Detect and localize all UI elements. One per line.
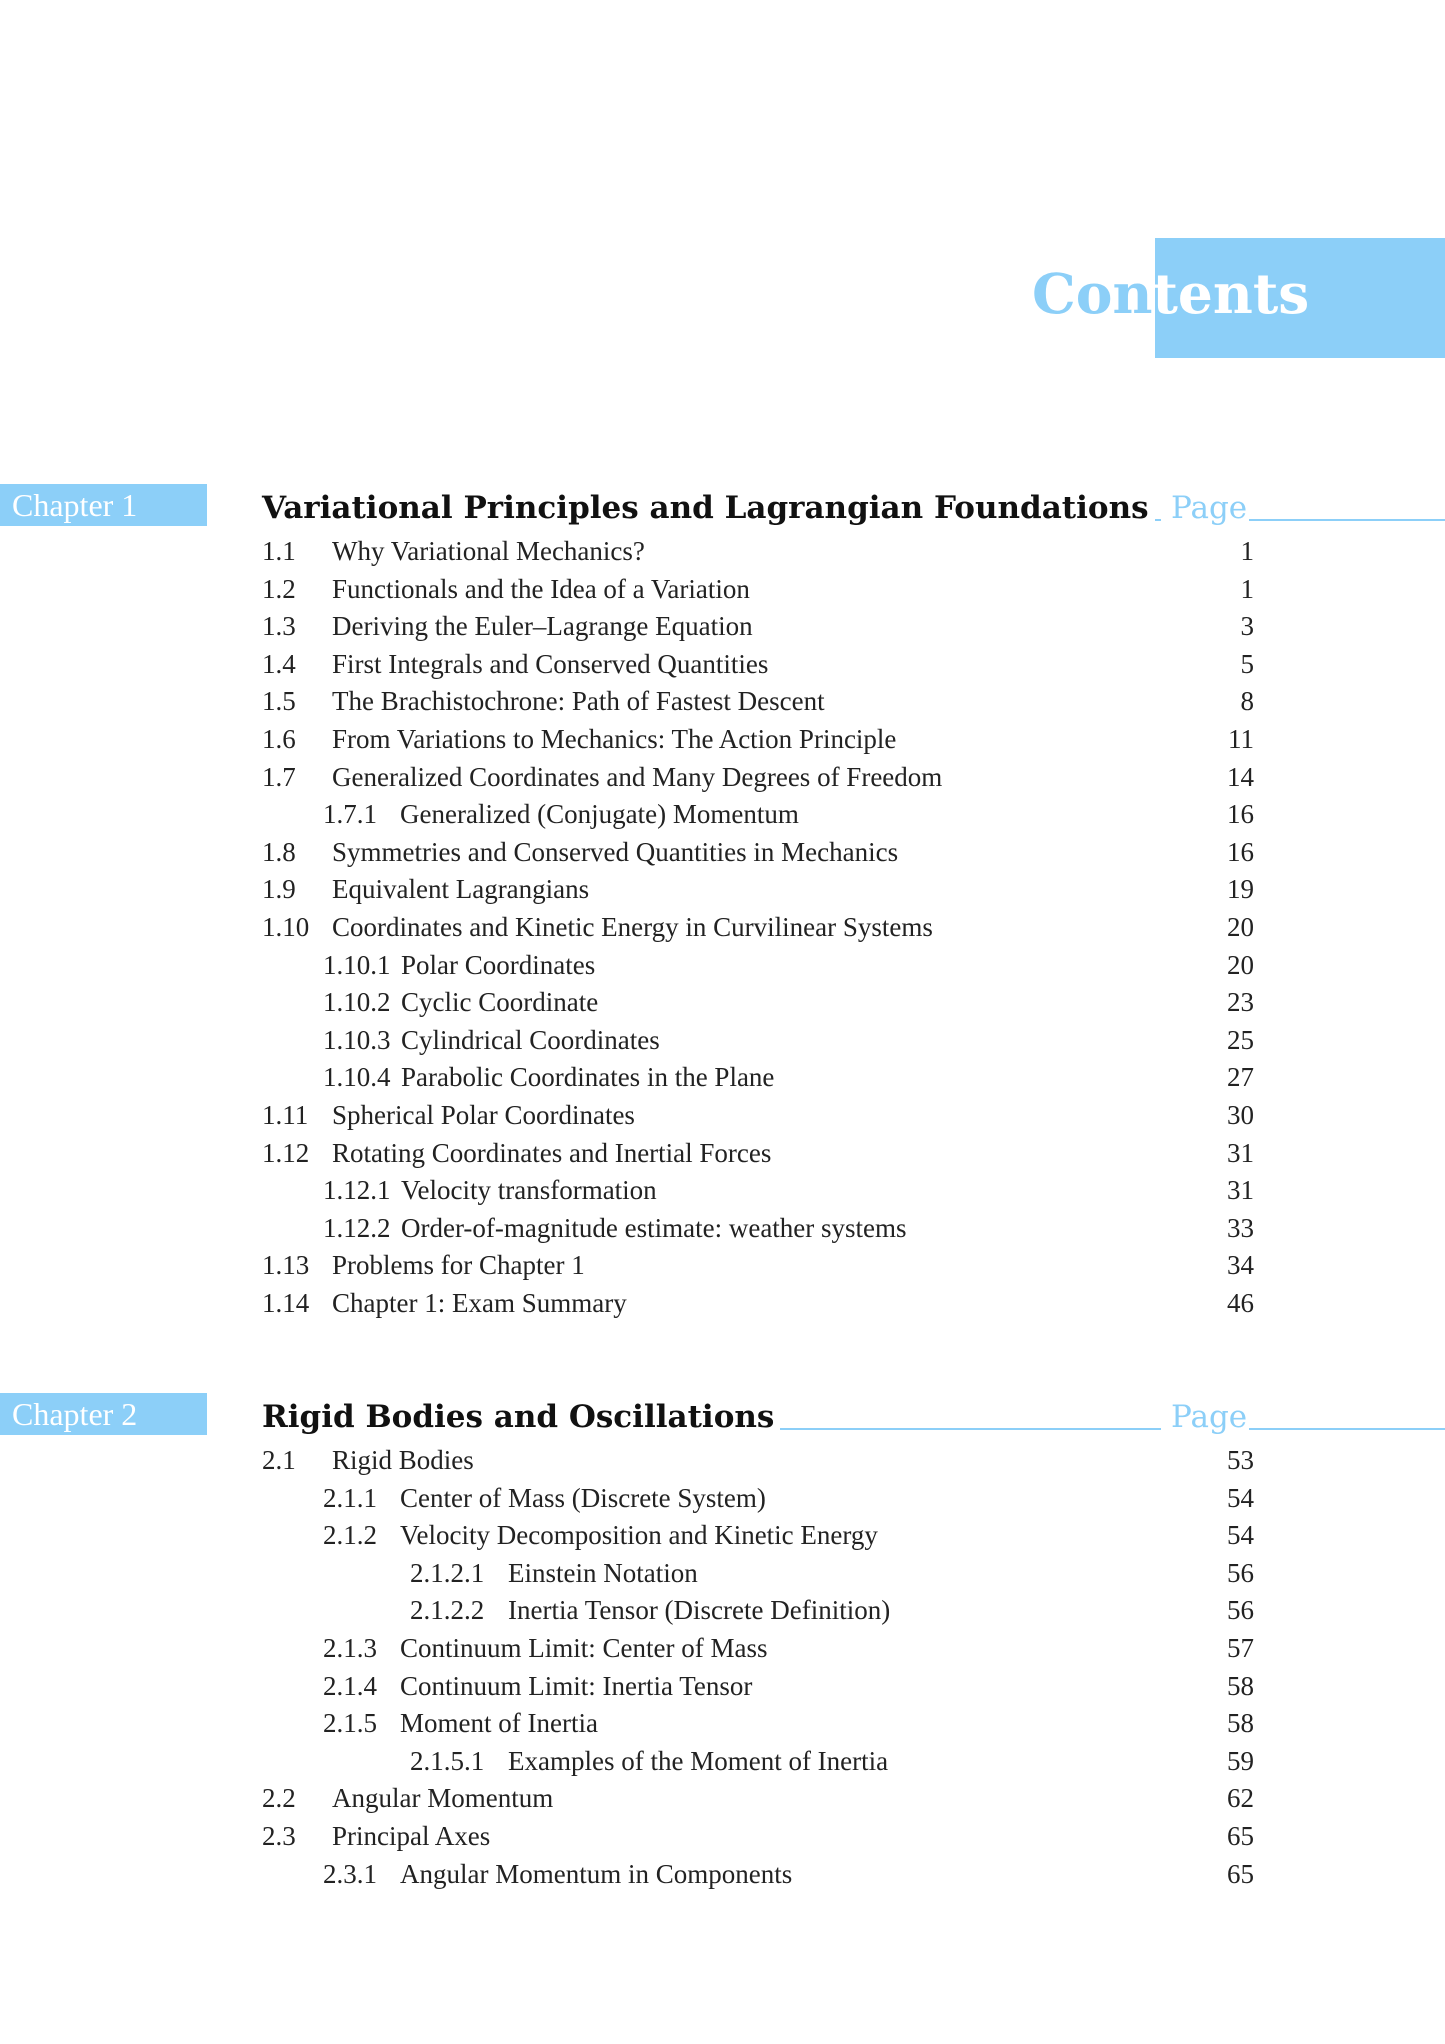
toc-entry-title: Functionals and the Idea of a Variation (332, 573, 750, 604)
toc-entry-number: 2.1.5 (323, 1708, 377, 1739)
toc-entry[interactable] (262, 1247, 1254, 1285)
toc-entry-title: The Brachistochrone: Path of Fastest Descent (332, 686, 825, 717)
toc-entry-page: 14 (1227, 761, 1254, 792)
toc-entry-number: 1.7.1 (323, 799, 377, 830)
toc-entry-number: 1.8 (262, 836, 296, 867)
toc-entry[interactable] (262, 1480, 1254, 1518)
toc-entry-page: 27 (1227, 1062, 1254, 1093)
toc-entry-page: 16 (1227, 836, 1254, 867)
toc-entry[interactable] (262, 1592, 1254, 1630)
toc-entry-title: Why Variational Mechanics? (332, 536, 645, 566)
toc-entry-title: Generalized (Conjugate) Momentum (400, 799, 799, 830)
toc-entry-page: 20 (1227, 949, 1254, 980)
toc-entry[interactable] (262, 1059, 1254, 1097)
toc-entry[interactable] (262, 1668, 1254, 1706)
toc-entry-number: 2.3.1 (323, 1858, 377, 1889)
toc-entry-title: Chapter 1: Exam Summary (332, 1287, 627, 1318)
toc-entry-title: Rotating Coordinates and Inertial Forces (332, 1137, 772, 1168)
toc-entry-title: From Variations to Mechanics: The Action Principle (332, 723, 897, 754)
toc-entry-number: 1.5 (262, 686, 296, 717)
toc-entry-number: 2.1.2.2 (410, 1595, 485, 1626)
chapter-1-tab: Chapter 1 (0, 484, 207, 526)
toc-entry-number: 2.1.2 (323, 1520, 377, 1551)
toc-entry-number: 1.12.2 (323, 1212, 391, 1243)
toc-entry-number: 1.4 (262, 648, 296, 679)
toc-entry-page: 31 (1227, 1137, 1254, 1168)
toc-entry-title: Continuum Limit: Inertia Tensor (400, 1670, 753, 1701)
toc-entry[interactable] (262, 1285, 1254, 1323)
toc-entry-title: Spherical Polar Coordinates (332, 1099, 635, 1130)
toc-entry[interactable] (262, 721, 1254, 759)
toc-entry-title: Cyclic Coordinate (401, 987, 599, 1018)
toc-entry[interactable] (262, 871, 1254, 909)
toc-entry-number: 1.10 (262, 911, 310, 942)
toc-entry[interactable] (262, 1172, 1254, 1210)
toc-entry-title: Equivalent Lagrangians (332, 874, 590, 905)
chapter-2-heading-rule (772, 1428, 1445, 1430)
toc-entry[interactable] (262, 1210, 1254, 1248)
toc-entry-page: 25 (1227, 1024, 1254, 1055)
toc-entry-number: 2.1.4 (323, 1670, 377, 1701)
toc-entry[interactable] (262, 646, 1254, 684)
toc-entry-number: 1.10.3 (323, 1024, 391, 1055)
toc-entry[interactable] (262, 1856, 1254, 1894)
chapter-1-page-label: Page (1161, 484, 1249, 532)
toc-entry-page: 54 (1227, 1520, 1254, 1551)
toc-entry[interactable] (262, 1743, 1254, 1781)
toc-entry[interactable] (262, 683, 1254, 721)
toc-entry-number: 2.1.2.1 (410, 1557, 485, 1588)
toc-entry-number: 2.1.5.1 (410, 1745, 485, 1776)
toc-entry-number: 1.7 (262, 761, 296, 792)
toc-entry-page: 65 (1227, 1858, 1254, 1889)
toc-entry-page: 34 (1227, 1250, 1254, 1281)
toc-entry-title: Coordinates and Kinetic Energy in Curvilinear Systems (332, 911, 933, 942)
toc-entry[interactable] (262, 571, 1254, 609)
toc-entry-page: 54 (1227, 1482, 1254, 1513)
toc-entry[interactable] (262, 759, 1254, 797)
toc-entry[interactable] (262, 1135, 1254, 1173)
toc-entry-number: 2.1 (262, 1445, 296, 1475)
toc-entry[interactable] (262, 1517, 1254, 1555)
chapter-2-heading (262, 1393, 1445, 1441)
toc-entry[interactable] (262, 834, 1254, 872)
toc-entry-number: 1.12 (262, 1137, 310, 1168)
toc-entry-page: 23 (1227, 987, 1254, 1018)
toc-entry-page: 57 (1227, 1632, 1254, 1663)
toc-entry[interactable] (262, 947, 1254, 985)
toc-entry[interactable] (262, 1780, 1254, 1818)
toc-entry-page: 16 (1227, 799, 1254, 830)
toc-entry-title: Angular Momentum in Components (400, 1858, 793, 1889)
toc-entry-page: 5 (1240, 648, 1254, 679)
toc-entry-page: 46 (1227, 1287, 1254, 1318)
toc-entry-page: 59 (1227, 1745, 1254, 1776)
chapter-1-heading (262, 484, 1445, 532)
toc-entry-number: 2.3 (262, 1820, 296, 1851)
toc-entry-title: Center of Mass (Discrete System) (400, 1482, 766, 1513)
toc-entry-title: Moment of Inertia (400, 1708, 598, 1739)
toc-entry-page: 1 (1240, 573, 1254, 604)
toc-entry-page: 11 (1228, 723, 1254, 754)
toc-entry-page: 56 (1227, 1595, 1254, 1626)
contents-title-lead: Con (1032, 261, 1153, 326)
toc-entry-number: 1.13 (262, 1250, 310, 1281)
toc-entry-title: Velocity Decomposition and Kinetic Energy (400, 1520, 878, 1551)
toc-entry-title: Symmetries and Conserved Quantities in Mechanics (332, 836, 899, 867)
toc-entry-page: 33 (1227, 1212, 1254, 1243)
toc-entry-title: Angular Momentum (332, 1783, 554, 1814)
contents-title-tail: tents (1152, 261, 1310, 326)
toc-entry-page: 1 (1240, 536, 1254, 566)
toc-entry-title: Inertia Tensor (Discrete Definition) (508, 1595, 891, 1626)
toc-entry-page: 58 (1227, 1670, 1254, 1701)
toc-entry-title: Einstein Notation (508, 1557, 698, 1588)
toc-entry-title: Problems for Chapter 1 (332, 1250, 585, 1281)
chapter-2-page-label: Page (1161, 1393, 1249, 1441)
toc-entry[interactable] (262, 984, 1254, 1022)
toc-entry-page: 65 (1227, 1820, 1254, 1851)
toc-entry[interactable] (262, 1555, 1254, 1593)
toc-entry-title: Order-of-magnitude estimate: weather systems (401, 1212, 907, 1243)
chapter-1-title: Variational Principles and Lagrangian Foundations (262, 484, 1155, 532)
toc-entry-title: Rigid Bodies (332, 1445, 474, 1475)
toc-entry-title: Polar Coordinates (401, 949, 596, 980)
toc-entry-page: 3 (1240, 611, 1254, 642)
toc-entry[interactable] (262, 533, 1254, 571)
toc-entry-number: 1.2 (262, 573, 296, 604)
toc-entry-title: Principal Axes (332, 1820, 491, 1851)
toc-entry-number: 1.9 (262, 874, 296, 905)
chapter-2-toc (262, 1442, 1254, 1893)
toc-entry-title: Velocity transformation (401, 1175, 657, 1206)
toc-entry[interactable] (262, 1818, 1254, 1856)
toc-entry-title: Continuum Limit: Center of Mass (400, 1632, 768, 1663)
toc-entry-number: 1.10.4 (323, 1062, 391, 1093)
toc-entry-page: 58 (1227, 1708, 1254, 1739)
toc-entry-title: Parabolic Coordinates in the Plane (401, 1062, 775, 1093)
toc-entry-title: Deriving the Euler–Lagrange Equation (332, 611, 753, 642)
toc-entry[interactable] (262, 608, 1254, 646)
toc-entry-number: 1.1 (262, 536, 296, 566)
toc-entry-number: 1.11 (262, 1099, 309, 1130)
toc-entry-page: 56 (1227, 1557, 1254, 1588)
chapter-2-tab: Chapter 2 (0, 1393, 207, 1435)
toc-entry-page: 30 (1227, 1099, 1254, 1130)
toc-entry-number: 1.14 (262, 1287, 310, 1318)
toc-entry-number: 1.12.1 (323, 1175, 391, 1206)
toc-entry-number: 1.10.2 (323, 987, 391, 1018)
toc-entry-title: First Integrals and Conserved Quantities (332, 648, 769, 679)
chapter-2-title: Rigid Bodies and Oscillations (262, 1393, 780, 1441)
chapter-1-toc (262, 533, 1254, 1322)
toc-entry-title: Generalized Coordinates and Many Degrees of Freedom (332, 761, 943, 792)
toc-entry[interactable] (262, 796, 1254, 834)
toc-entry[interactable] (262, 1630, 1254, 1668)
toc-entry-number: 2.1.3 (323, 1632, 377, 1663)
toc-entry-number: 2.2 (262, 1783, 296, 1814)
toc-entry-page: 62 (1227, 1783, 1254, 1814)
toc-entry-number: 1.3 (262, 611, 296, 642)
toc-entry-page: 8 (1240, 686, 1254, 717)
toc-entry-page: 20 (1227, 911, 1254, 942)
toc-entry-number: 1.6 (262, 723, 296, 754)
toc-entry-number: 2.1.1 (323, 1482, 377, 1513)
toc-entry[interactable] (262, 1442, 1254, 1480)
toc-entry-page: 19 (1227, 874, 1254, 905)
toc-entry-page: 53 (1227, 1445, 1254, 1475)
contents-title (1032, 254, 1309, 334)
toc-entry[interactable] (262, 909, 1254, 947)
toc-entry-number: 1.10.1 (323, 949, 391, 980)
toc-entry[interactable] (262, 1022, 1254, 1060)
toc-entry[interactable] (262, 1097, 1254, 1135)
toc-entry[interactable] (262, 1705, 1254, 1743)
toc-entry-title: Examples of the Moment of Inertia (508, 1745, 889, 1776)
toc-entry-page: 31 (1227, 1175, 1254, 1206)
toc-entry-title: Cylindrical Coordinates (401, 1024, 660, 1055)
